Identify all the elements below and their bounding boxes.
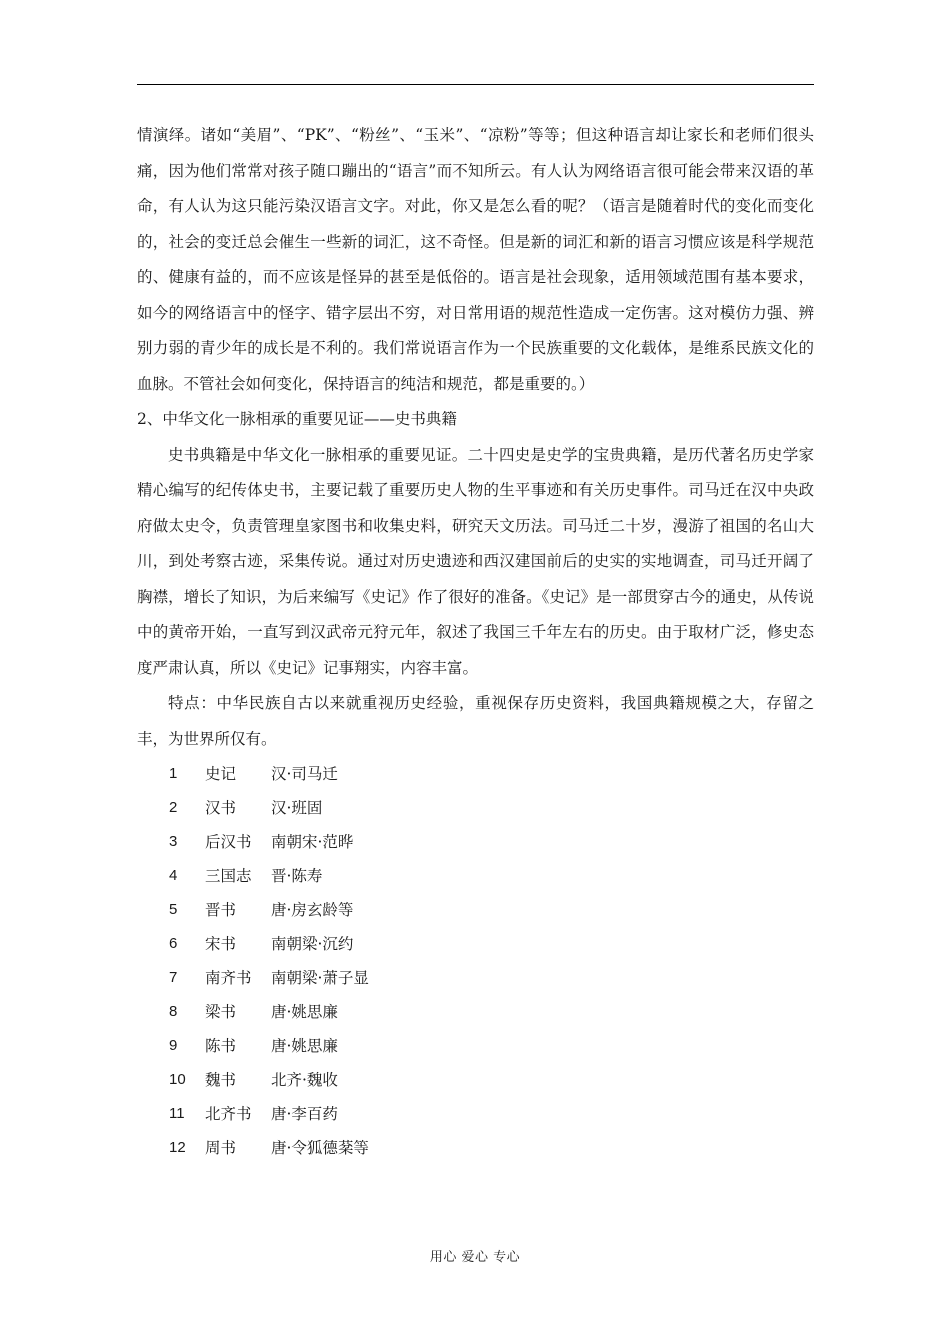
book-number: 10 — [169, 1071, 186, 1088]
book-title: 三国志 — [205, 867, 252, 885]
book-title: 史记 — [205, 765, 237, 783]
book-title: 周书 — [205, 1139, 237, 1157]
book-author: 南朝梁·沉约 — [271, 935, 354, 953]
book-title: 汉书 — [205, 799, 237, 817]
book-number: 3 — [169, 833, 178, 850]
book-number: 2 — [169, 799, 178, 816]
book-author: 晋·陈寿 — [271, 867, 323, 885]
book-row — [137, 859, 814, 893]
document-body — [137, 118, 814, 1165]
header-rule — [137, 84, 814, 85]
book-number: 12 — [169, 1139, 186, 1156]
book-row — [137, 927, 814, 961]
book-number: 9 — [169, 1037, 178, 1054]
book-author: 唐·房玄龄等 — [271, 901, 354, 919]
book-author: 汉·班固 — [271, 799, 323, 817]
book-row — [137, 757, 814, 791]
feature-paragraph: 特点：中华民族自古以来就重视历史经验，重视保存历史资料，我国典籍规模之大，存留之丰，为世界所仅有。 — [137, 694, 814, 748]
book-title: 晋书 — [205, 901, 237, 919]
book-title: 宋书 — [205, 935, 237, 953]
book-title: 北齐书 — [205, 1105, 252, 1123]
intro-paragraph: 情演绎。诸如“美眉”、“PK”、“粉丝”、“玉米”、“凉粉”等等；但这种语言却让家长和老师们很头痛，因为他们常常对孩子随口蹦出的“语言”而不知所云。有人认为网络语言很可能会带来汉语的革命，有人认为这只能污染汉语言文字。对此，你又是怎么看的呢？（语言是随着时代的变化而变化的，社会的变迁总会催生一些新的词汇，这不奇怪。但是新的词汇和新的语言习惯应该是科学规范的、健康有益的，而不应该是怪异的甚至是低俗的。语言是社会现象，适用领域范围有基本要求，如今的网络语言中的怪字、错字层出不穷，对日常用语的规范性造成一定伤害。这对模仿力强、辨别力弱的青少年的成长是不利的。我们常说语言作为一个民族重要的文化载体，是维系民族文化的血脉。不管社会如何变化，保持语言的纯洁和规范，都是重要的。） — [137, 126, 814, 393]
book-title: 后汉书 — [205, 833, 252, 851]
book-author: 南朝梁·萧子显 — [271, 969, 369, 987]
page-footer: 用心 爱心 专心 — [429, 1250, 521, 1265]
book-number: 4 — [169, 867, 178, 884]
book-list — [137, 757, 814, 1165]
book-author: 唐·令狐德棻等 — [271, 1139, 369, 1157]
book-row — [137, 1131, 814, 1165]
history-paragraph: 史书典籍是中华文化一脉相承的重要见证。二十四史是史学的宝贵典籍，是历代著名历史学家精心编写的纪传体史书，主要记载了重要历史人物的生平事迹和有关历史事件。司马迁在汉中央政府做太史令，负责管理皇家图书和收集史料，研究天文历法。司马迁二十岁，漫游了祖国的名山大川，到处考察古迹，采集传说。通过对历史遗迹和西汉建国前后的史实的实地调查，司马迁开阔了胸襟，增长了知识，为后来编写《史记》作了很好的准备。《史记》是一部贯穿古今的通史，从传说中的黄帝开始，一直写到汉武帝元狩元年，叙述了我国三千年左右的历史。由于取材广泛，修史态度严肃认真，所以《史记》记事翔实，内容丰富。 — [137, 445, 814, 677]
book-number: 8 — [169, 1003, 178, 1020]
book-row — [137, 893, 814, 927]
book-number: 5 — [169, 901, 178, 918]
book-row — [137, 995, 814, 1029]
book-row — [137, 1097, 814, 1131]
book-author: 唐·姚思廉 — [271, 1037, 338, 1055]
book-number: 1 — [169, 765, 178, 782]
book-title: 陈书 — [205, 1037, 237, 1055]
book-author: 唐·李百药 — [271, 1105, 338, 1123]
book-row — [137, 961, 814, 995]
book-author: 汉·司马迁 — [271, 765, 338, 783]
book-author: 唐·姚思廉 — [271, 1003, 338, 1021]
book-number: 7 — [169, 969, 178, 986]
book-title: 南齐书 — [205, 969, 252, 987]
book-author: 南朝宋·范晔 — [271, 833, 354, 851]
section-heading: 2、中华文化一脉相承的重要见证——史书典籍 — [137, 410, 457, 428]
book-author: 北齐·魏收 — [271, 1071, 338, 1089]
book-title: 魏书 — [205, 1071, 237, 1089]
book-row — [137, 791, 814, 825]
book-row — [137, 825, 814, 859]
book-number: 6 — [169, 935, 178, 952]
book-row — [137, 1029, 814, 1063]
book-title: 梁书 — [205, 1003, 237, 1021]
book-row — [137, 1063, 814, 1097]
book-number: 11 — [169, 1105, 185, 1122]
